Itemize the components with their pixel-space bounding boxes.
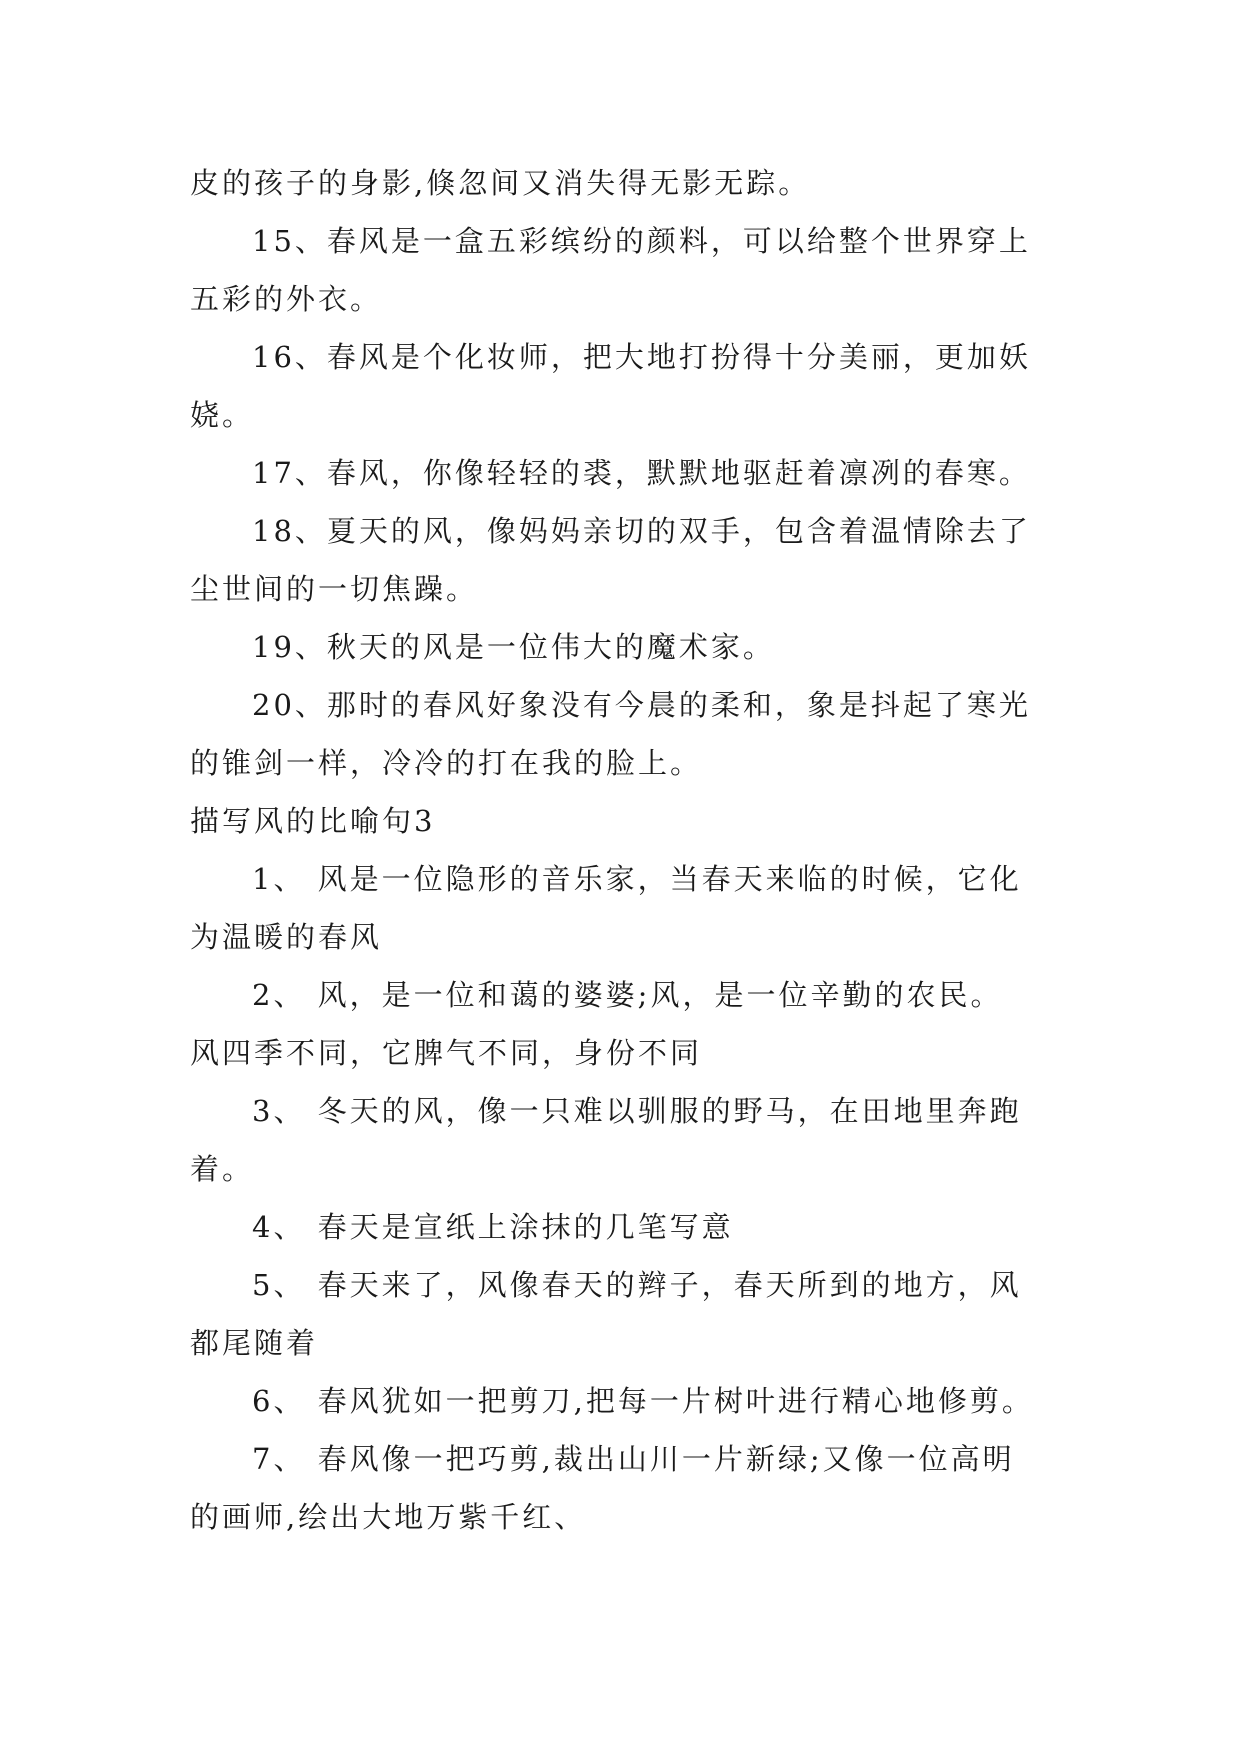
text-line: 五彩的外衣。 (190, 282, 383, 316)
section-heading: 描写风的比喻句3 (190, 804, 436, 838)
text-line: 尘世间的一切焦躁。 (190, 572, 479, 606)
text-line: 娆。 (190, 398, 255, 432)
text-line: 3、 冬天的风，像一只难以驯服的野马，在田地里奔跑 (252, 1094, 1022, 1128)
text-line: 17、春风，你像轻轻的裘，默默地驱赶着凛冽的春寒。 (252, 456, 1031, 490)
text-line: 15、春风是一盒五彩缤纷的颜料，可以给整个世界穿上 (252, 224, 1031, 258)
text-line: 皮的孩子的身影,倏忽间又消失得无影无踪。 (190, 166, 811, 200)
text-line: 4、 春天是宣纸上涂抹的几笔写意 (252, 1210, 734, 1244)
text-line: 2、 风，是一位和蔼的婆婆;风，是一位辛勤的农民。 (252, 978, 1003, 1012)
document-body (190, 154, 1070, 1546)
text-line: 5、 春天来了，风像春天的辫子，春天所到的地方，风 (252, 1268, 1022, 1302)
text-line: 为温暖的春风 (190, 920, 383, 954)
text-line: 1、 风是一位隐形的音乐家，当春天来临的时候，它化 (252, 862, 1022, 896)
text-line: 7、 春风像一把巧剪,裁出山川一片新绿;又像一位高明 (252, 1442, 1015, 1476)
text-line: 着。 (190, 1152, 255, 1186)
text-line: 都尾随着 (190, 1326, 319, 1360)
text-line: 16、春风是个化妆师，把大地打扮得十分美丽，更加妖 (252, 340, 1031, 374)
text-line: 19、秋天的风是一位伟大的魔术家。 (252, 630, 775, 664)
text-line: 风四季不同，它脾气不同，身份不同 (190, 1036, 703, 1070)
text-line: 18、夏天的风，像妈妈亲切的双手，包含着温情除去了 (252, 514, 1031, 548)
text-line: 6、 春风犹如一把剪刀,把每一片树叶进行精心地修剪。 (252, 1384, 1034, 1418)
text-line: 20、那时的春风好象没有今晨的柔和，象是抖起了寒光 (252, 688, 1031, 722)
text-line: 的锥剑一样，冷冷的打在我的脸上。 (190, 746, 703, 780)
text-line: 的画师,绘出大地万紫千红、 (190, 1500, 587, 1534)
